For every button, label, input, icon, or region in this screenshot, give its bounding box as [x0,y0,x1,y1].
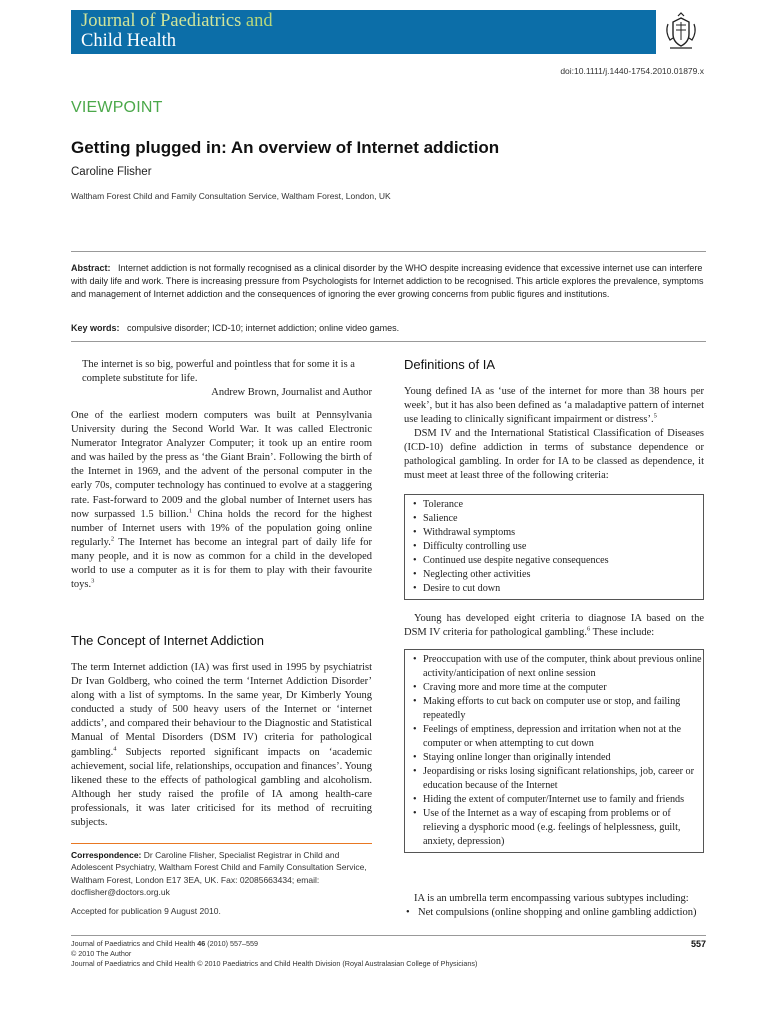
citation-ref[interactable]: 5 [653,412,657,420]
concept-text-1: The term Internet addiction (IA) was first used in 1995 by psychiatrist Dr Ivan Goldberg, who coined the term ‘Internet Addiction Disorder’ along with a list of symptoms. In the same year, Dr Kimberly Young conducted a study of 500 heavy users of the Internet or ‘internet addicts’, and compared their behaviour to the Diagnostic and Statistical Manual of Mental Disorders (DSM IV) criteria for pathological gambling. [71,662,372,758]
article-title: Getting plugged in: An overview of Internet addiction [71,138,500,157]
footer-citation [71,939,477,949]
subtypes-list [404,906,704,920]
concept-text-2: Subjects reported significant impacts on ‘academic achievement, social life, relationships, occupation and finances’. Young likened these to the effects of pathological gambling and alcoholism. Although her study raised the profile of IA among health-care professionals, it was later criticised for its method of recruiting subjects. [71,746,372,829]
young-criteria-item: • Making efforts to cut back on computer use or stop, and failing repeatedly [413,695,703,723]
definitions-text-1: Young defined IA as ‘use of the internet for more than 38 hours per week’, but it has also been defined as ‘a maladaptive pattern of internet use leading to clinically significant impairment or distress’. [404,386,704,426]
correspondence-label: Correspondence: [71,850,142,860]
concept-paragraph [71,661,372,830]
footer-journal: Journal of Paediatrics and Child Health [71,939,198,948]
criteria-item: • Desire to cut down [413,582,703,596]
young-criteria-item: • Craving more and more time at the computer [413,681,703,695]
intro-text-2: China holds the record for the highest number of Internet users with 19% of the population going online regularly. [71,508,372,548]
young-criteria-item: • Staying online longer than originally intended [413,751,703,765]
young-criteria-list [413,653,703,849]
author-name: Caroline Flisher [71,166,152,178]
footer-copyright: © 2010 The Author [71,949,132,958]
criteria-item: • Withdrawal symptoms [413,526,703,540]
criteria-item: • Continued use despite negative consequences [413,554,703,568]
abstract [71,262,706,302]
correspondence [71,849,372,899]
definitions-text-3: Young has developed eight criteria to diagnose IA based on the DSM IV criteria for pathological gambling. [404,613,704,639]
intro-paragraph [71,409,372,592]
section-heading-definitions: Definitions of IA [404,357,496,372]
correspondence-rule [71,843,372,844]
coat-of-arms-icon [654,10,706,54]
subtypes-section [404,892,704,920]
correspondence-text: Dr Caroline Flisher, Specialist Registrar in Child and Adolescent Psychiatry, Waltham Forest Child and Family Consultation Service, Waltham Forest, London E17 3EA, UK. Fax: 02085663434; email: docflisher@doctors.org.uk [71,850,367,898]
young-criteria-item: • Use of the Internet as a way of escaping from problems or of relieving a dysphoric mood (e.g. feelings of helplessness, guilt, anxiety, depression) [413,807,703,849]
criteria-item: • Tolerance [413,498,703,512]
citation-ref[interactable]: 6 [586,625,591,633]
young-criteria-item: • Preoccupation with use of the computer, think about previous online activity/anticipation of next online session [413,653,703,681]
citation-ref[interactable]: 1 [188,507,193,515]
footer-volume: 46 [197,939,206,948]
keywords-label: Key words: [71,323,120,333]
definitions-paragraph-2: DSM IV and the International Statistical Classification of Diseases (ICD-10) define addiction in terms of substance dependence or pathological gambling. In order for IA to be classed as dependence, it must meet at least three of the following criteria: [404,428,704,482]
footer-publisher: Journal of Paediatrics and Child Health © 2010 Paediatrics and Child Health Division (Royal Australasian College of Physicians) [71,959,478,968]
footer-rule [71,935,706,936]
section-label: VIEWPOINT [71,99,163,116]
journal-name-line2: Child Health [81,31,177,51]
dependence-criteria-box [404,494,704,600]
dependence-criteria-list [413,498,703,596]
definitions-paragraph-3 [404,612,704,640]
young-criteria-box [404,649,704,853]
young-criteria-item: • Hiding the extent of computer/Internet use to family and friends [413,793,703,807]
divider [71,251,706,252]
journal-name-line1: Journal of Paediatrics [81,11,242,31]
subtype-item: • Net compulsions (online shopping and online gambling addiction) [404,906,704,920]
epigraph [82,358,372,400]
criteria-item: • Salience [413,512,703,526]
footer-pages: (2010) 557–559 [205,939,259,948]
citation-ref[interactable]: 3 [91,577,95,585]
epigraph-attribution: Andrew Brown, Journalist and Author [211,387,372,398]
definitions-paragraph-1 [404,385,704,427]
young-criteria-item: • Jeopardising or risks losing significant relationships, job, career or education because of the Internet [413,765,703,793]
young-criteria-item: • Feelings of emptiness, depression and irritation when not at the computer or when attempting to cut down [413,723,703,751]
intro-text-1: One of the earliest modern computers was built at Pennsylvania University during the Second World War. It was called Electronic Numerator Integrator Analyzer Computer; it took up an entire room and was hailed by the press as ‘the Giant Brain’. Following the birth of the Internet in 1969, and the advent of the personal computer in the early 70s, computer technology has continued to evolve at a staggering rate. Fast-forward to 2009 and the global number of Internet users has now surpassed 1.5 billion. [71,410,372,520]
accepted-date: Accepted for publication 9 August 2010. [71,906,221,916]
citation-ref[interactable]: 2 [110,535,115,543]
criteria-item: • Difficulty controlling use [413,540,703,554]
citation-ref[interactable]: 4 [113,745,117,753]
epigraph-text: The internet is so big, powerful and pointless that for some it is a complete substitute for life. [82,359,355,384]
intro-text-3: The Internet has become an integral part of daily life for many people, and it is now as common for a child in the developed world to use a computer as it is for them to play with their favourite toys. [71,536,372,591]
section-heading-concept: The Concept of Internet Addiction [71,633,264,648]
page-number: 557 [690,939,706,949]
definitions-text-3-tail: These include: [590,627,655,639]
journal-name [81,11,273,51]
footer [71,939,477,969]
abstract-label: Abstract: [71,263,111,273]
abstract-text: Internet addiction is not formally recognised as a clinical disorder by the WHO despite increasing evidence that excessive internet use can interfere with daily life and work. There is increasing pressure from Psychologists for Internet addiction to be recognised. This article explores the prevalence, symptoms and management of Internet addiction and the consequences of ignoring the ever growing concerns from public figures and institutions. [71,263,704,300]
criteria-item: • Neglecting other activities [413,568,703,582]
journal-name-and: and [241,11,273,31]
affiliation: Waltham Forest Child and Family Consultation Service, Waltham Forest, London, UK [71,191,391,201]
journal-banner [71,10,706,54]
keywords-text: compulsive disorder; ICD-10; internet addiction; online video games. [127,323,400,333]
keywords [71,323,399,333]
doi[interactable]: doi:10.1111/j.1440-1754.2010.01879.x [560,66,704,76]
divider [71,341,706,342]
subtypes-intro: IA is an umbrella term encompassing various subtypes including: [414,893,689,904]
